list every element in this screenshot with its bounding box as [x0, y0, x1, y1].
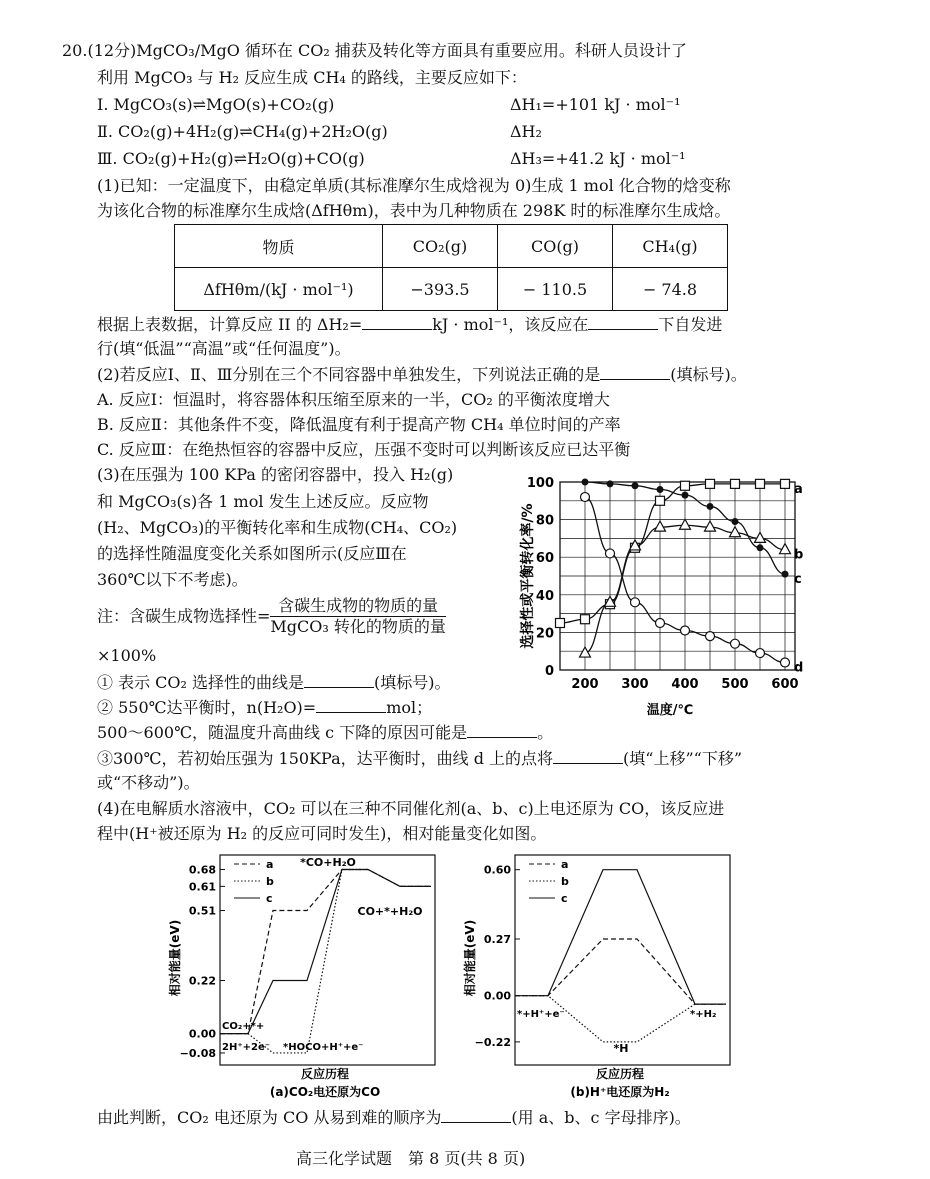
enthalpy-table [174, 224, 728, 311]
data-point-c [607, 480, 614, 487]
note-prefix: 注：含碳生成物选择性= [97, 606, 271, 626]
table-header-substance: 物质 [175, 225, 383, 268]
y-tick-label: 0.27 [483, 933, 511, 946]
data-point-c [632, 482, 639, 489]
reaction-2-dh: ΔH₂ [510, 122, 542, 141]
grid [560, 482, 795, 670]
h-reduction-energy-chart [460, 852, 745, 1102]
answer-blank-part4[interactable] [441, 1106, 511, 1123]
part3-line5: 360℃以下不考虑)。 [97, 570, 248, 589]
y-tick-label: 0.22 [188, 974, 216, 988]
part1-line2: 为该化合物的标准摩尔生成焓(ΔfHθm)，表中为几种物质在 298K 时的标准摩尔生成焓。 [97, 201, 731, 220]
y-tick-label: 0.00 [483, 989, 511, 1003]
data-point-b [655, 521, 666, 531]
x-tick-label: 400 [671, 677, 699, 692]
option-c: C. 反应Ⅲ：在绝热恒容的容器中反应，压强不变时可以判断该反应已达平衡 [97, 440, 631, 459]
data-point-b [680, 519, 691, 529]
q3-prompt: 500～600℃，随温度升高曲线 c 下降的原因可能是 [97, 723, 468, 742]
co2-reduction-energy-chart [165, 852, 450, 1102]
part3-line3: (H₂、MgCO₃)的平衡转化率和生成物(CH₄、CO₂) [97, 518, 458, 537]
y-tick-label: 20 [535, 626, 554, 642]
legend [529, 858, 569, 905]
state-label-co-h2o: *CO+H₂O [300, 856, 356, 869]
table-cell-co2: −393.5 [383, 268, 498, 311]
table-cell-co: − 110.5 [498, 268, 613, 311]
y-axis-label: 选择性或平衡转化率/% [520, 503, 536, 649]
y-tick-label: 0.61 [188, 880, 216, 894]
legend-label-b: b [561, 875, 569, 888]
part4-question [97, 1106, 691, 1129]
part4-line2: 程中(H⁺被还原为 H₂ 的反应可同时发生)，相对能量变化如图。 [97, 824, 547, 843]
data-point-c [582, 479, 589, 486]
answer-blank-q3[interactable] [467, 721, 537, 738]
selectivity-note [97, 596, 446, 637]
data-point-d [756, 649, 765, 658]
data-point-a [656, 496, 665, 505]
x-axis-label: 反应历程 [595, 1067, 645, 1081]
energy-path-a [515, 939, 726, 1004]
question-intro: 利用 MgCO₃ 与 H₂ 反应生成 CH₄ 的路线，主要反应如下： [97, 68, 527, 87]
y-axis-label: 相对能量(eV) [463, 919, 477, 997]
part1-hint: 行(填“低温”“高温”或“任何温度”)。 [97, 339, 351, 358]
y-tick-label: −0.08 [179, 1046, 216, 1060]
table-header-co2: CO₂(g) [383, 225, 498, 268]
data-point-c [757, 544, 764, 551]
data-point-d [606, 549, 615, 558]
x-tick-label: 600 [771, 677, 799, 692]
energy-path-a [220, 869, 431, 1033]
table-row-label: ΔfHθm/(kJ · mol⁻¹) [175, 268, 383, 311]
part4-line1: (4)在电解质水溶液中，CO₂ 可以在三种不同催化剂(a、b、c)上电还原为 CO，该反应进 [97, 799, 725, 818]
part4-prompt: 由此判断，CO₂ 电还原为 CO 从易到难的顺序为 [97, 1108, 442, 1127]
question-header: 20.(12分)MgCO₃/MgO 循环在 CO₂ 捕获及转化等方面具有重要应用。科研人员设计了 [62, 41, 687, 60]
state-label-h: *H [613, 1042, 629, 1055]
option-a: A. 反应Ⅰ：恒温时，将容器体积压缩至原来的一半，CO₂ 的平衡浓度增大 [97, 390, 610, 409]
state-label-co2: CO₂+*+ [222, 1021, 265, 1032]
data-point-d [681, 626, 690, 635]
note-suffix: ×100% [97, 646, 157, 665]
data-point-d [731, 639, 740, 648]
answer-blank-part2[interactable] [600, 363, 670, 380]
part3-q3 [97, 721, 553, 744]
part3-line4: 的选择性随温度变化关系如图所示(反应Ⅲ在 [97, 544, 407, 563]
data-point-b [755, 532, 766, 542]
data-point-d [631, 598, 640, 607]
legend-label-c: c [266, 892, 273, 905]
x-axis-label: 温度/℃ [646, 703, 694, 718]
data-point-d [656, 619, 665, 628]
part3-q1 [97, 671, 451, 694]
part1-tail: 下自发进 [658, 315, 723, 334]
part2-tail: (填标号)。 [670, 365, 747, 384]
energy-path-c [220, 869, 431, 1033]
reaction-1: Ⅰ. MgCO₃(s)⇌MgO(s)+CO₂(g) [97, 95, 335, 114]
reaction-2: Ⅱ. CO₂(g)+4H₂(g)⇌CH₄(g)+2H₂O(g) [97, 122, 388, 141]
legend-label-c: c [561, 892, 568, 905]
y-tick-label: 40 [535, 588, 554, 604]
energy-path-c [515, 870, 726, 1004]
ticks [475, 864, 520, 1049]
q4-prompt: ③300℃，若初始压强为 150KPa，达平衡时，曲线 d 上的点将 [97, 749, 554, 768]
option-b: B. 反应Ⅱ：其他条件不变，降低温度有利于提高产物 CH₄ 单位时间的产率 [97, 415, 621, 434]
table-row [175, 225, 728, 268]
series-group [556, 479, 804, 676]
selectivity-conversion-chart [510, 462, 810, 722]
data-point-d [706, 632, 715, 641]
selectivity-fraction [270, 596, 446, 637]
part1-prompt: 根据上表数据，计算反应 II 的 ΔH₂= [97, 315, 363, 334]
series-line-a [560, 484, 785, 623]
data-point-b [705, 521, 716, 531]
data-point-a [756, 479, 765, 488]
series-label-c: c [794, 572, 802, 588]
reaction-3: Ⅲ. CO₂(g)+H₂(g)⇌H₂O(g)+CO(g) [97, 149, 365, 168]
fraction-numerator: 含碳生成物的物质的量 [270, 596, 446, 617]
legend-label-b: b [266, 875, 274, 888]
legend-label-a: a [266, 858, 274, 871]
q1-tail: (填标号)。 [374, 673, 451, 692]
q2-prompt: ② 550℃达平衡时，n(H₂O)= [97, 698, 317, 717]
y-tick-label: 0.51 [188, 904, 216, 918]
q1-prompt: ① 表示 CO₂ 选择性的曲线是 [97, 673, 305, 692]
ticks [180, 863, 225, 1059]
data-point-c [707, 503, 714, 510]
plot-frame [515, 855, 730, 1065]
data-point-a [581, 615, 590, 624]
legend [234, 858, 274, 905]
q4-tail: (填“上移”“下移” [623, 749, 742, 768]
y-axis-label: 相对能量(eV) [168, 919, 182, 997]
part2-prompt: (2)若反应Ⅰ、Ⅱ、Ⅲ分别在三个不同容器中单独发生，下列说法正确的是 [97, 365, 601, 384]
reaction-1-dh: ΔH₁=+101 kJ · mol⁻¹ [510, 95, 681, 114]
y-tick-label: 0.68 [188, 863, 216, 877]
reaction-3-dh: ΔH₃=+41.2 kJ · mol⁻¹ [510, 149, 686, 168]
part1-answer-line [97, 313, 722, 336]
data-point-a [731, 479, 740, 488]
state-label-hoco: *HOCO+H⁺+e⁻ [283, 1042, 364, 1053]
part3-q4 [97, 747, 742, 770]
y-tick-label: 100 [526, 476, 554, 491]
x-axis-label: 反应历程 [300, 1067, 350, 1081]
y-tick-label: 0.60 [483, 863, 511, 877]
series-label-d: d [794, 660, 804, 676]
data-point-a [556, 619, 565, 628]
data-point-c [732, 518, 739, 525]
data-point-a [781, 479, 790, 488]
x-tick-label: 200 [571, 677, 599, 692]
table-header-ch4: CH₄(g) [613, 225, 728, 268]
answer-blank-q4[interactable] [553, 747, 623, 764]
data-point-c [682, 492, 689, 499]
chart-title: (b)H⁺电还原为H₂ [570, 1085, 670, 1099]
answer-blank-condition[interactable] [588, 313, 658, 330]
data-point-a [681, 481, 690, 490]
x-tick-label: 300 [621, 677, 649, 692]
state-label-end: *+H₂ [690, 1009, 717, 1020]
y-tick-label: 0.00 [188, 1027, 216, 1041]
part3-line2: 和 MgCO₃(s)各 1 mol 发生上述反应。反应物 [97, 492, 429, 511]
ticks [527, 476, 799, 692]
state-label-2h: 2H⁺+2e⁻ [222, 1042, 271, 1053]
state-label-start: *+H⁺+e⁻ [517, 1009, 565, 1020]
state-label-co-products: CO+*+H₂O [357, 905, 423, 918]
table-row [175, 268, 728, 311]
page-footer: 高三化学试题 第 8 页(共 8 页) [296, 1149, 526, 1168]
x-tick-label: 500 [721, 677, 749, 692]
y-tick-label: −0.22 [474, 1035, 511, 1049]
part2-question [97, 363, 747, 386]
data-point-c [657, 486, 664, 493]
part1-unit: kJ · mol⁻¹，该反应在 [432, 315, 589, 334]
y-tick-label: 80 [535, 513, 554, 529]
part3-line1: (3)在压强为 100 KPa 的密闭容器中，投入 H₂(g) [97, 465, 454, 484]
part3-q2 [97, 696, 432, 719]
legend-label-a: a [561, 858, 569, 871]
table-header-co: CO(g) [498, 225, 613, 268]
data-point-a [706, 479, 715, 488]
q2-tail: mol； [386, 698, 433, 717]
answer-blank-q2[interactable] [316, 696, 386, 713]
part1-line1: (1)已知：一定温度下，由稳定单质(其标准摩尔生成焓视为 0)生成 1 mol 化合物的焓变称 [97, 176, 731, 195]
data-point-c [782, 571, 789, 578]
data-point-b [730, 527, 741, 537]
answer-blank-dh2[interactable] [362, 313, 432, 330]
fraction-denominator: MgCO₃ 转化的物质的量 [270, 617, 446, 636]
y-tick-label: 60 [535, 551, 554, 567]
data-point-d [581, 493, 590, 502]
series-label-a: a [794, 481, 803, 497]
table-cell-ch4: − 74.8 [613, 268, 728, 311]
data-point-d [781, 658, 790, 667]
y-tick-label: 0 [544, 664, 554, 679]
q3-tail: 。 [537, 723, 554, 742]
answer-blank-q1[interactable] [304, 671, 374, 688]
series-label-b: b [794, 547, 804, 563]
part4-tail: (用 a、b、c 字母排序)。 [511, 1108, 691, 1127]
chart-title: (a)CO₂电还原为CO [269, 1085, 381, 1099]
part3-q4-cont: 或“不移动”)。 [97, 773, 200, 792]
